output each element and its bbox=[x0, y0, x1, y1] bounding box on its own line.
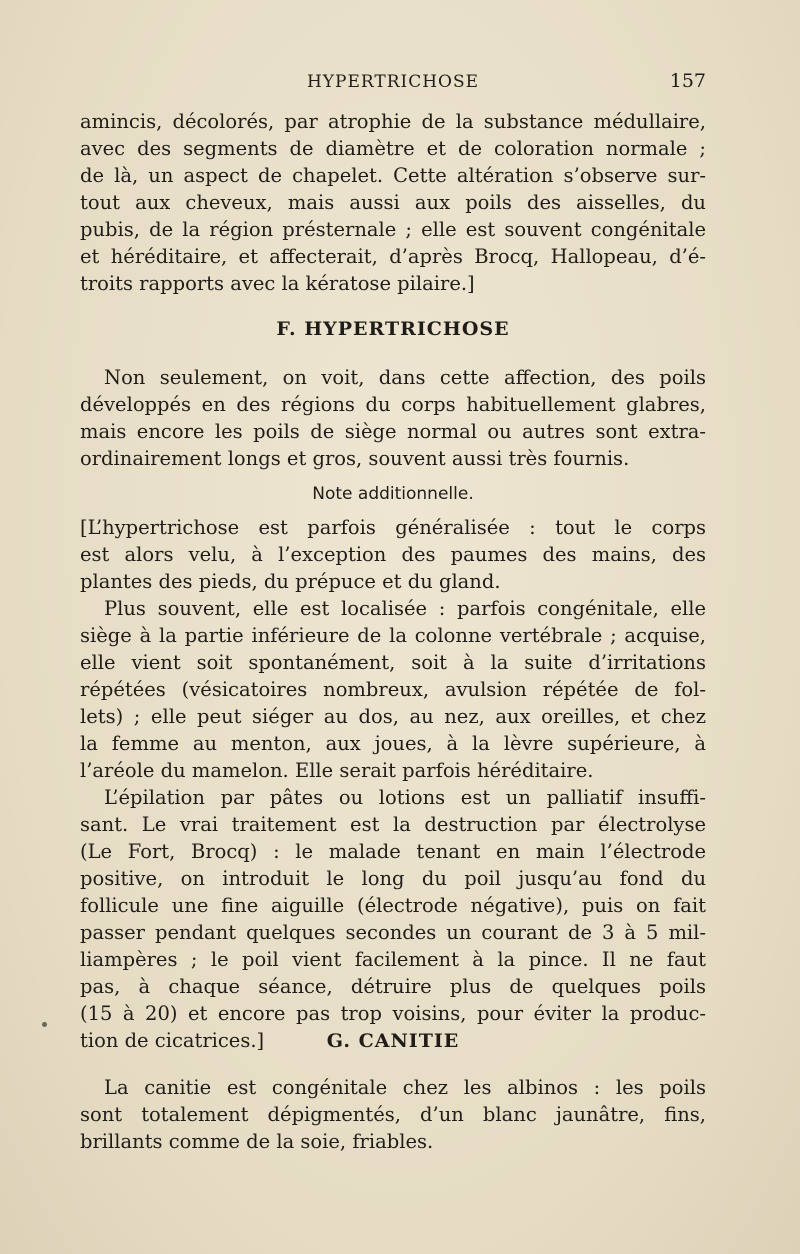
text-line: follicule une fine aiguille (électrode négative), puis on fait bbox=[80, 894, 706, 917]
text-line: amincis, décolorés, par atrophie de la substance médullaire, bbox=[80, 110, 706, 133]
text-line: positive, on introduit le long du poil jusqu’au fond du bbox=[80, 867, 706, 890]
text-line: La canitie est congénitale chez les albinos : les poils bbox=[104, 1076, 706, 1099]
text-line: brillants comme de la soie, friables. bbox=[80, 1130, 434, 1153]
text-line: L’épilation par pâtes ou lotions est un palliatif insuffi- bbox=[104, 786, 706, 809]
page-number: 157 bbox=[669, 70, 706, 92]
note-label: Note additionnelle. bbox=[312, 484, 474, 504]
text-line: (Le Fort, Brocq) : le malade tenant en main l’électrode bbox=[80, 840, 706, 863]
text-line: sont totalement dépigmentés, d’un blanc jaunâtre, fins, bbox=[80, 1103, 706, 1126]
text-line: (15 à 20) et encore pas trop voisins, pour éviter la produc- bbox=[80, 1002, 706, 1025]
section-heading-f: F. HYPERTRICHOSE bbox=[276, 318, 510, 340]
text-line: l’aréole du mamelon. Elle serait parfois héréditaire. bbox=[80, 759, 594, 782]
text-line: et héréditaire, et affecterait, d’après Brocq, Hallopeau, d’é- bbox=[80, 245, 706, 268]
note-paragraph-2 bbox=[80, 595, 706, 784]
text-line: mais encore les poils de siège normal ou autres sont extra- bbox=[80, 420, 706, 443]
text-line: de là, un aspect de chapelet. Cette altération s’observe sur- bbox=[80, 164, 706, 187]
margin-dot bbox=[42, 1022, 47, 1027]
text-line: pas, à chaque séance, détruire plus de quelques poils bbox=[80, 975, 706, 998]
text-line: liampères ; le poil vient facilement à la pince. Il ne faut bbox=[80, 948, 706, 971]
text-line: est alors velu, à l’exception des paumes des mains, des bbox=[80, 543, 706, 566]
text-line: lets) ; elle peut siéger au dos, au nez, aux oreilles, et chez bbox=[80, 705, 706, 728]
note-paragraph-1 bbox=[80, 514, 706, 595]
text-line: siège à la partie inférieure de la colonne vertébrale ; acquise, bbox=[80, 624, 706, 647]
text-line: troits rapports avec la kératose pilaire.] bbox=[80, 272, 475, 295]
text-line: ordinairement longs et gros, souvent aussi très fournis. bbox=[80, 447, 630, 470]
text-line: Non seulement, on voit, dans cette affection, des poils bbox=[104, 366, 706, 389]
text-line: la femme au menton, aux joues, à la lèvre supérieure, à bbox=[80, 732, 706, 755]
text-line: avec des segments de diamètre et de coloration normale ; bbox=[80, 137, 706, 160]
text-line: tion de cicatrices.] bbox=[80, 1029, 265, 1052]
paragraph-canitie bbox=[80, 1074, 706, 1155]
text-line: répétées (vésicatoires nombreux, avulsion répétée de fol- bbox=[80, 678, 706, 701]
text-line: passer pendant quelques secondes un courant de 3 à 5 mil- bbox=[80, 921, 706, 944]
running-head bbox=[80, 68, 706, 98]
text-line: elle vient soit spontanément, soit à la suite d’irritations bbox=[80, 651, 706, 674]
text-line: Plus souvent, elle est localisée : parfois congénitale, elle bbox=[104, 597, 706, 620]
text-line: [L’hypertrichose est parfois généralisée : tout le corps bbox=[80, 516, 706, 539]
running-title: HYPERTRICHOSE bbox=[306, 72, 480, 92]
text-line: sant. Le vrai traitement est la destruction par électrolyse bbox=[80, 813, 706, 836]
paragraph-hypertrichose bbox=[80, 364, 706, 472]
section-heading-g: G. CANITIE bbox=[326, 1030, 460, 1052]
paragraph-continuation bbox=[80, 108, 706, 297]
text-line: tout aux cheveux, mais aussi aux poils des aisselles, du bbox=[80, 191, 706, 214]
text-line: pubis, de la région présternale ; elle est souvent congénitale bbox=[80, 218, 706, 241]
note-paragraph-3 bbox=[80, 784, 706, 1054]
text-line: développés en des régions du corps habituellement glabres, bbox=[80, 393, 706, 416]
text-line: plantes des pieds, du prépuce et du gland. bbox=[80, 570, 501, 593]
